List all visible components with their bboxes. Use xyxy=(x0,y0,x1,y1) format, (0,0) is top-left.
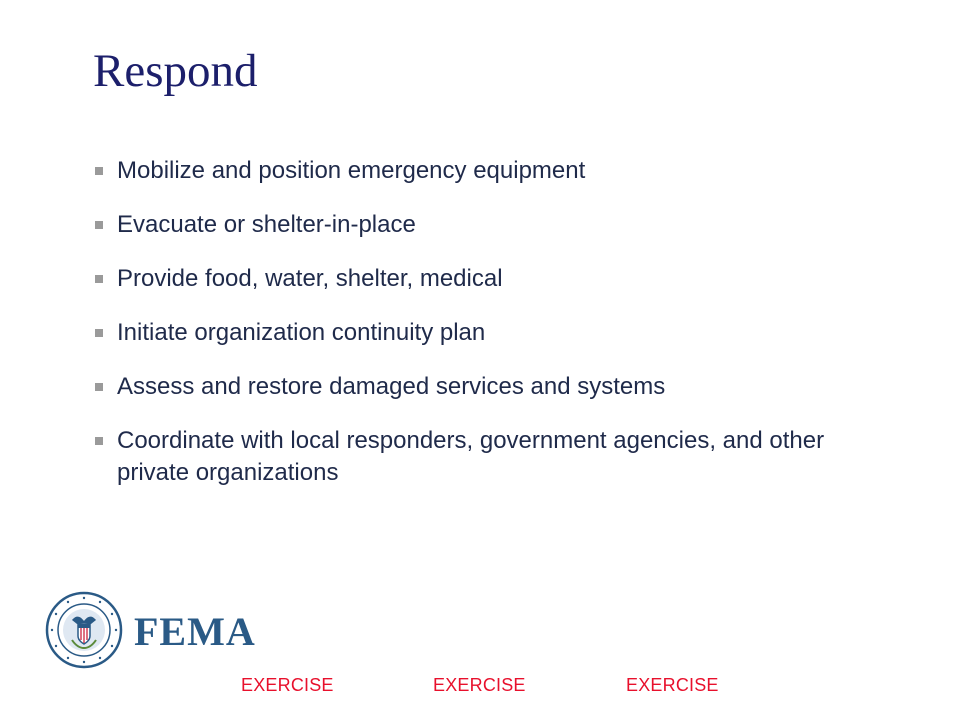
exercise-footer xyxy=(241,672,741,698)
exercise-label: EXERCISE xyxy=(433,675,526,695)
bullet-item xyxy=(93,425,893,489)
bullet-item xyxy=(93,371,893,403)
bullet-item xyxy=(93,155,893,187)
fema-logo xyxy=(44,590,274,670)
bullet-text: Mobilize and position emergency equipment xyxy=(117,157,586,184)
exercise-label: EXERCISE xyxy=(241,675,334,695)
square-bullet-icon xyxy=(95,221,103,229)
square-bullet-icon xyxy=(95,437,103,445)
dhs-seal-icon xyxy=(47,593,121,667)
square-bullet-icon xyxy=(95,383,103,391)
bullet-text: Coordinate with local responders, government agencies, and other private organizations xyxy=(117,427,825,486)
exercise-label: EXERCISE xyxy=(626,675,719,695)
bullet-text: Evacuate or shelter-in-place xyxy=(117,211,416,238)
bullet-text: Initiate organization continuity plan xyxy=(117,319,486,346)
square-bullet-icon xyxy=(95,167,103,175)
bullet-item xyxy=(93,209,893,241)
square-bullet-icon xyxy=(95,275,103,283)
bullet-list xyxy=(93,155,893,511)
bullet-item xyxy=(93,317,893,349)
slide-title: Respond xyxy=(93,45,258,97)
fema-wordmark: FEMA xyxy=(134,609,256,654)
bullet-text: Provide food, water, shelter, medical xyxy=(117,265,503,292)
bullet-item xyxy=(93,263,893,295)
square-bullet-icon xyxy=(95,329,103,337)
bullet-text: Assess and restore damaged services and systems xyxy=(117,373,666,400)
